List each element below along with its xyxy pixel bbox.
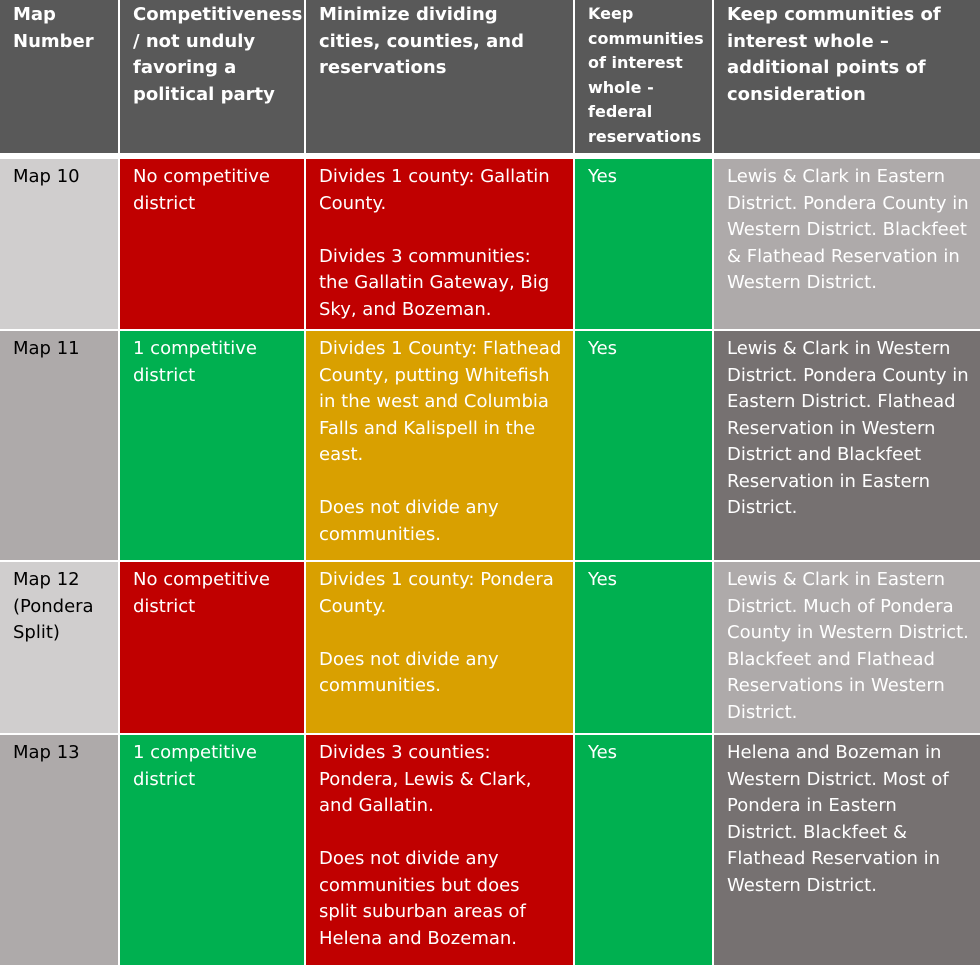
table-row bbox=[0, 330, 980, 561]
notes-cell: Lewis & Clark in Eastern District. Much of Pondera County in Western District. Blackfeet and Flathead Reservations in Western District. bbox=[713, 561, 980, 734]
dividing-text: Divides 1 county: Pondera County. bbox=[319, 569, 554, 617]
header-additional-points: Keep communities of interest whole – additional points of consideration bbox=[713, 0, 980, 156]
competitiveness-cell: No competitive district bbox=[119, 156, 305, 330]
dividing-text: Divides 3 counties: Pondera, Lewis & Clark, and Gallatin. bbox=[319, 742, 532, 816]
map-number-cell: Map 13 bbox=[0, 734, 119, 966]
map-number-cell: Map 11 bbox=[0, 330, 119, 561]
dividing-cell bbox=[305, 561, 574, 734]
header-competitiveness: Competitiveness / not unduly favoring a political party bbox=[119, 0, 305, 156]
reservations-cell: Yes bbox=[574, 734, 713, 966]
reservations-cell: Yes bbox=[574, 330, 713, 561]
table-row bbox=[0, 561, 980, 734]
dividing-text: Does not divide any communities but does split suburban areas of Helena and Bozeman. bbox=[319, 848, 526, 949]
notes-cell: Lewis & Clark in Eastern District. Pondera County in Western District. Blackfeet & Flathead Reservation in Western District. bbox=[713, 156, 980, 330]
dividing-cell bbox=[305, 156, 574, 330]
table-row bbox=[0, 734, 980, 966]
dividing-text: Does not divide any communities. bbox=[319, 648, 499, 696]
dividing-text: Divides 1 County: Flathead County, putting Whitefish in the west and Columbia Falls and Kalispell in the east. bbox=[319, 338, 562, 465]
notes-cell: Lewis & Clark in Western District. Pondera County in Eastern District. Flathead Reservation in Western District and Blackfeet Reservation in Eastern District. bbox=[713, 330, 980, 561]
table-row bbox=[0, 156, 980, 330]
dividing-cell bbox=[305, 734, 574, 966]
header-reservations: Keep communities of interest whole - federal reservations bbox=[574, 0, 713, 156]
reservations-cell: Yes bbox=[574, 561, 713, 734]
dividing-cell bbox=[305, 330, 574, 561]
header-row bbox=[0, 0, 980, 156]
competitiveness-cell: 1 competitive district bbox=[119, 330, 305, 561]
map-number-cell: Map 12 (Pondera Split) bbox=[0, 561, 119, 734]
reservations-cell: Yes bbox=[574, 156, 713, 330]
header-dividing: Minimize dividing cities, counties, and reservations bbox=[305, 0, 574, 156]
header-map-number: Map Number bbox=[0, 0, 119, 156]
dividing-text: Divides 3 communities: the Gallatin Gateway, Big Sky, and Bozeman. bbox=[319, 245, 550, 320]
map-number-cell: Map 10 bbox=[0, 156, 119, 330]
dividing-text: Does not divide any communities. bbox=[319, 497, 499, 545]
competitiveness-cell: 1 competitive district bbox=[119, 734, 305, 966]
notes-cell: Helena and Bozeman in Western District. Most of Pondera in Eastern District. Blackfeet & Flathead Reservation in Western District. bbox=[713, 734, 980, 966]
competitiveness-cell: No competitive district bbox=[119, 561, 305, 734]
dividing-text: Divides 1 county: Gallatin County. bbox=[319, 166, 550, 214]
